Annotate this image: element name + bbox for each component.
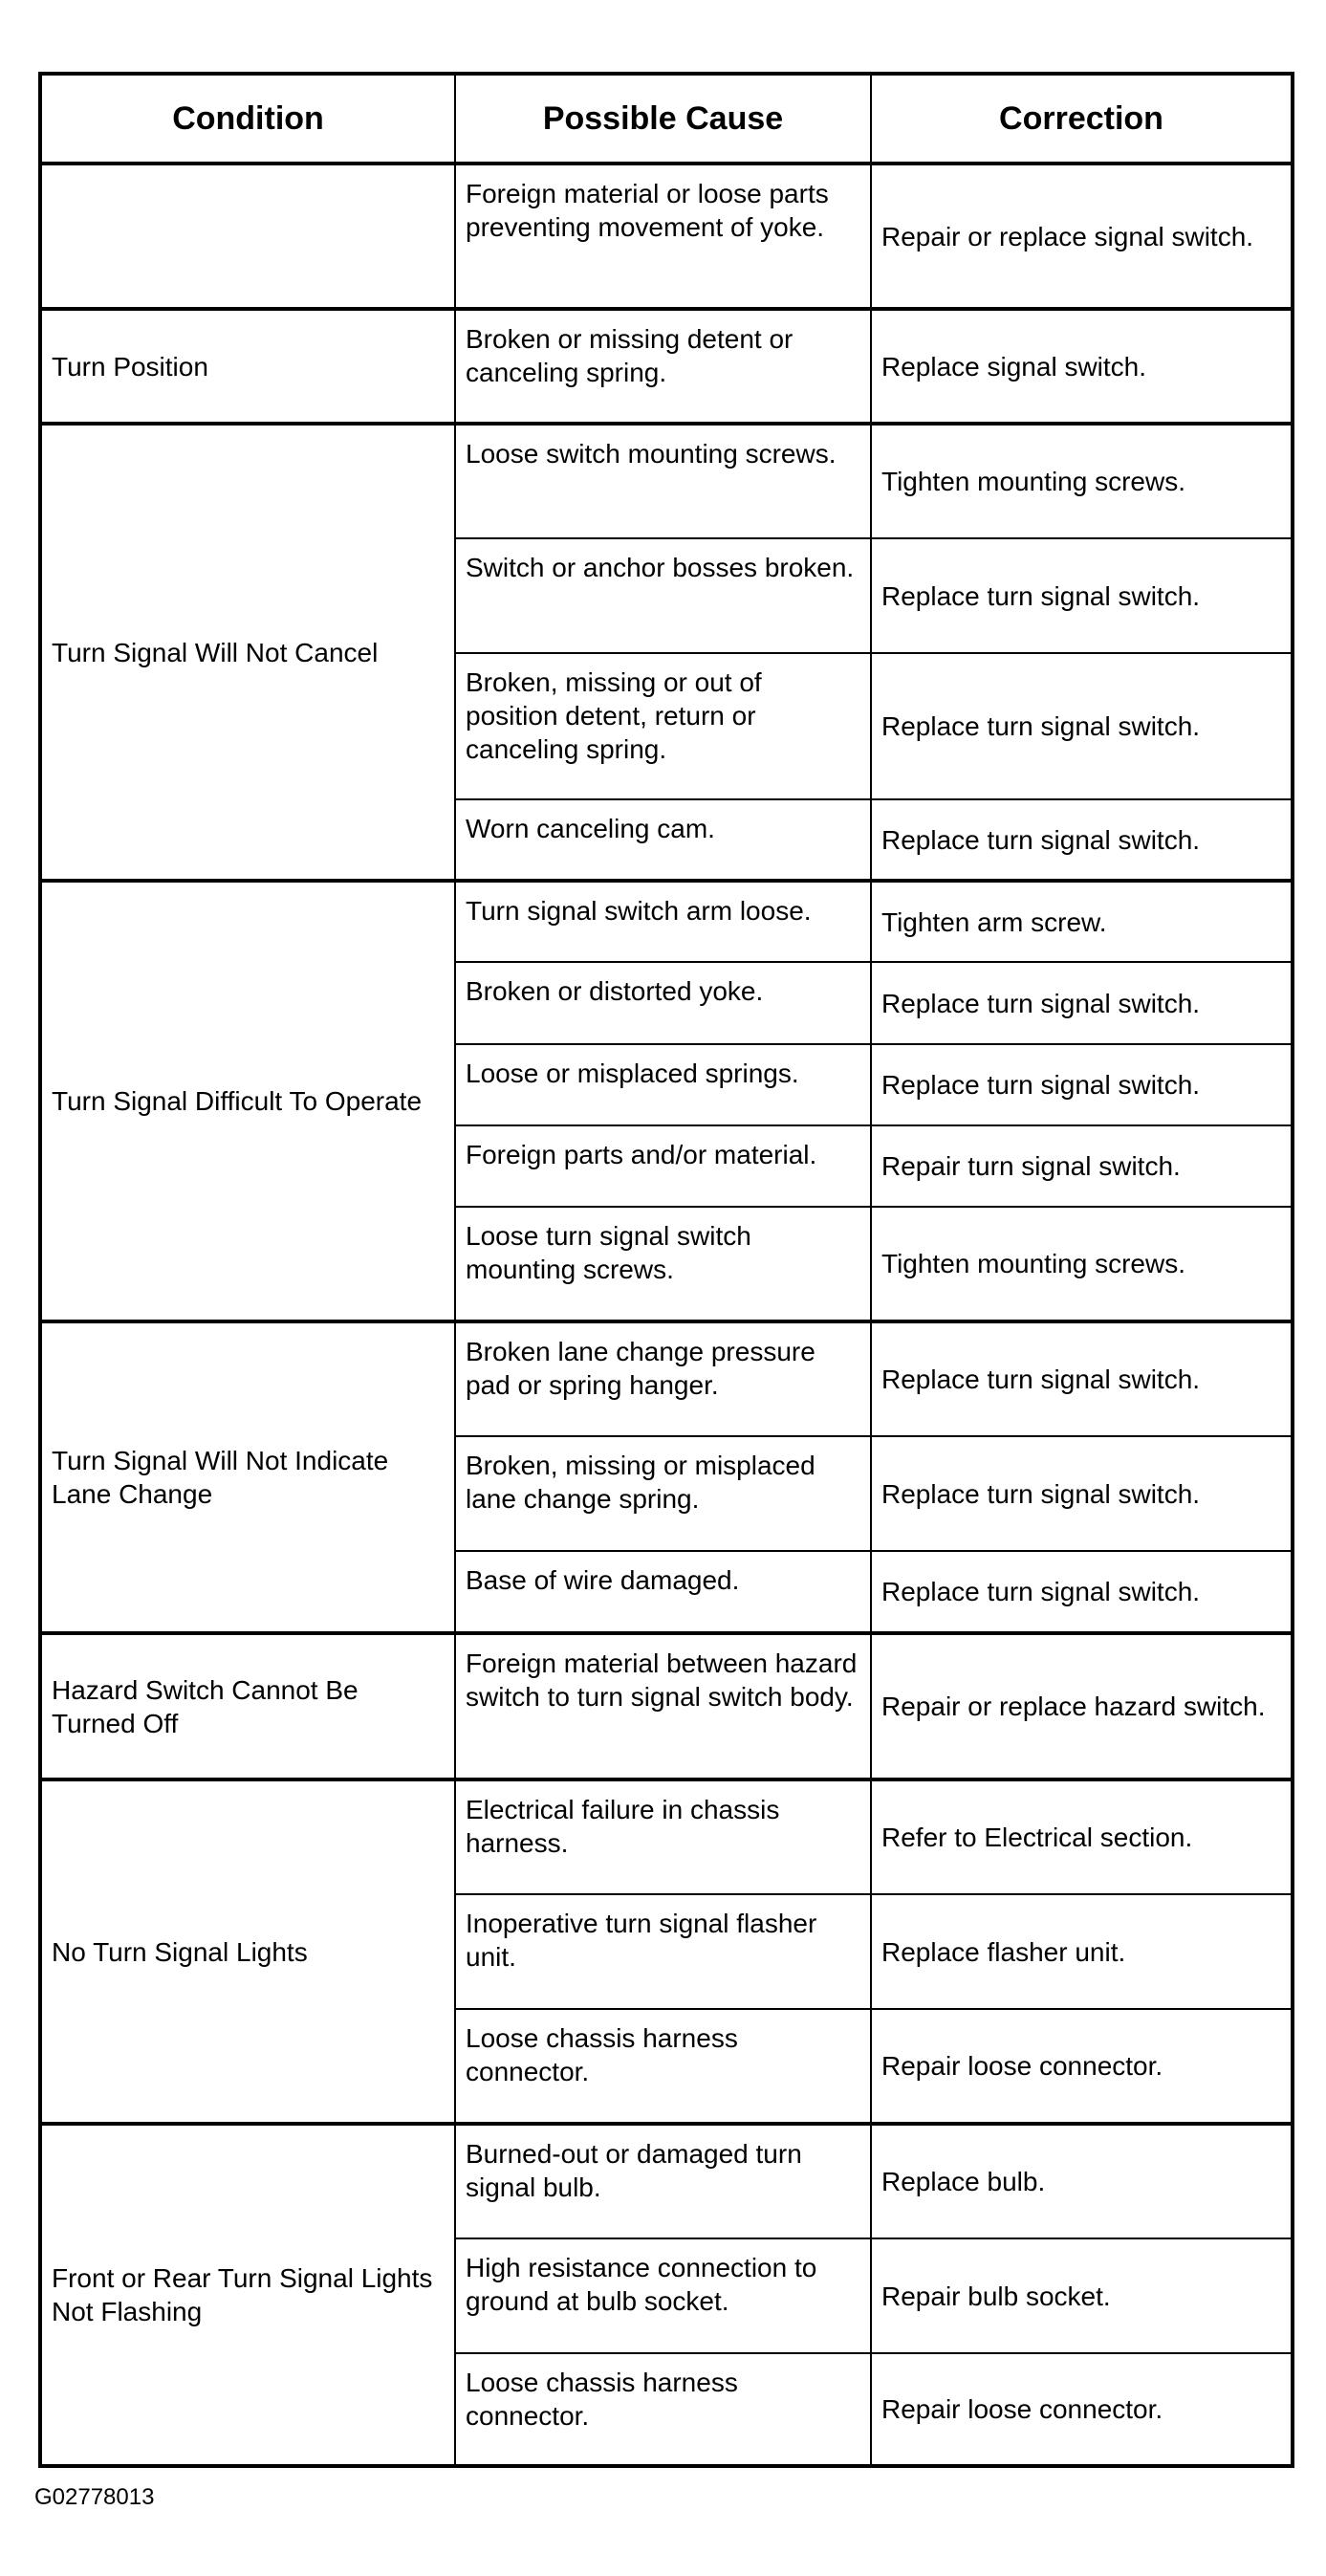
cause-cell: Worn canceling cam.	[455, 799, 871, 881]
correction-cell: Refer to Electrical section.	[871, 1779, 1293, 1894]
correction-cell: Replace turn signal switch.	[871, 1436, 1293, 1551]
correction-cell: Replace turn signal switch.	[871, 962, 1293, 1044]
table-header	[40, 74, 1293, 164]
condition-cell: Turn Signal Will Not Indicate Lane Change	[40, 1321, 455, 1633]
correction-cell: Replace signal switch.	[871, 309, 1293, 424]
table-row	[40, 309, 1293, 424]
header-row	[40, 74, 1293, 164]
table-row	[40, 164, 1293, 309]
condition-cell: Hazard Switch Cannot Be Turned Off	[40, 1633, 455, 1779]
header-condition: Condition	[40, 74, 455, 164]
cause-cell: Burned-out or damaged turn signal bulb.	[455, 2124, 871, 2238]
table-row	[40, 424, 1293, 538]
cause-cell: High resistance connection to ground at bulb socket.	[455, 2238, 871, 2353]
table-row	[40, 1633, 1293, 1779]
cause-cell: Foreign material or loose parts preventing movement of yoke.	[455, 164, 871, 309]
condition-cell: Turn Signal Will Not Cancel	[40, 424, 455, 881]
table-row	[40, 1321, 1293, 1436]
correction-cell: Repair loose connector.	[871, 2009, 1293, 2124]
cause-cell: Broken, missing or misplaced lane change spring.	[455, 1436, 871, 1551]
correction-cell: Repair or replace hazard switch.	[871, 1633, 1293, 1779]
cause-cell: Broken or missing detent or canceling spring.	[455, 309, 871, 424]
cause-cell: Loose chassis harness connector.	[455, 2009, 871, 2124]
cause-cell: Loose switch mounting screws.	[455, 424, 871, 538]
cause-cell: Switch or anchor bosses broken.	[455, 538, 871, 653]
correction-cell: Tighten mounting screws.	[871, 1207, 1293, 1321]
cause-cell: Broken lane change pressure pad or spring hanger.	[455, 1321, 871, 1436]
cause-cell: Broken, missing or out of position detent, return or canceling spring.	[455, 653, 871, 799]
cause-cell: Broken or distorted yoke.	[455, 962, 871, 1044]
figure-id: G02778013	[34, 2484, 155, 2510]
header-correction: Correction	[871, 74, 1293, 164]
header-possible-cause: Possible Cause	[455, 74, 871, 164]
correction-cell: Tighten arm screw.	[871, 881, 1293, 962]
correction-cell: Replace turn signal switch.	[871, 1551, 1293, 1633]
condition-cell	[40, 164, 455, 309]
correction-cell: Replace bulb.	[871, 2124, 1293, 2238]
correction-cell: Replace flasher unit.	[871, 1894, 1293, 2009]
table-row	[40, 2124, 1293, 2238]
diagnosis-table	[38, 72, 1294, 2468]
correction-cell: Replace turn signal switch.	[871, 653, 1293, 799]
cause-cell: Loose or misplaced springs.	[455, 1044, 871, 1125]
cause-cell: Foreign parts and/or material.	[455, 1125, 871, 1207]
table-body	[40, 164, 1293, 2466]
cause-cell: Electrical failure in chassis harness.	[455, 1779, 871, 1894]
cause-cell: Inoperative turn signal flasher unit.	[455, 1894, 871, 2009]
cause-cell: Foreign material between hazard switch to turn signal switch body.	[455, 1633, 871, 1779]
condition-cell: Front or Rear Turn Signal Lights Not Flashing	[40, 2124, 455, 2466]
correction-cell: Replace turn signal switch.	[871, 799, 1293, 881]
correction-cell: Replace turn signal switch.	[871, 538, 1293, 653]
condition-cell: Turn Signal Difficult To Operate	[40, 881, 455, 1321]
cause-cell: Loose chassis harness connector.	[455, 2353, 871, 2466]
condition-cell: No Turn Signal Lights	[40, 1779, 455, 2124]
correction-cell: Replace turn signal switch.	[871, 1321, 1293, 1436]
correction-cell: Repair or replace signal switch.	[871, 164, 1293, 309]
cause-cell: Loose turn signal switch mounting screws.	[455, 1207, 871, 1321]
cause-cell: Base of wire damaged.	[455, 1551, 871, 1633]
condition-cell: Turn Position	[40, 309, 455, 424]
table-row	[40, 881, 1293, 962]
correction-cell: Repair turn signal switch.	[871, 1125, 1293, 1207]
correction-cell: Tighten mounting screws.	[871, 424, 1293, 538]
correction-cell: Repair bulb socket.	[871, 2238, 1293, 2353]
correction-cell: Repair loose connector.	[871, 2353, 1293, 2466]
table-row	[40, 1779, 1293, 1894]
cause-cell: Turn signal switch arm loose.	[455, 881, 871, 962]
correction-cell: Replace turn signal switch.	[871, 1044, 1293, 1125]
